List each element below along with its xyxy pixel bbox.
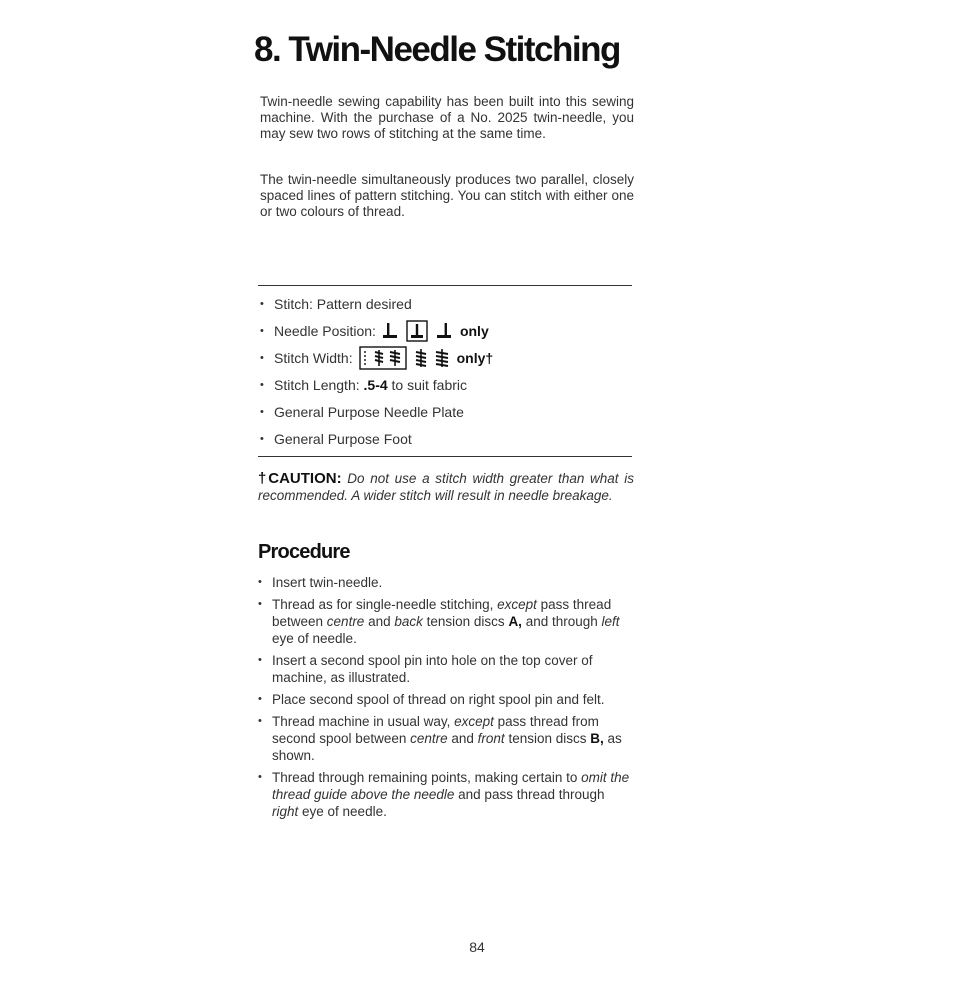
step-text-run: Place second spool of thread on right spool pin and felt. <box>272 692 605 707</box>
spec-stitch-text: Stitch: Pattern desired <box>274 295 412 312</box>
bottom-divider <box>258 456 632 457</box>
step-text-run: eye of needle. <box>298 804 387 819</box>
procedure-step-text <box>272 691 634 708</box>
page-title: 8. Twin-Needle Stitching <box>254 30 620 69</box>
step-text-run: left <box>601 614 620 629</box>
bullet: • <box>260 324 264 337</box>
step-text-run: Thread through remaining points, making certain to <box>272 770 582 785</box>
procedure-step-text <box>272 652 634 686</box>
caution-note <box>258 470 634 504</box>
foot-text: General Purpose Foot <box>274 430 412 447</box>
procedure-step <box>258 691 634 708</box>
step-text-run: pass thread from second spool between <box>272 714 599 746</box>
procedure-step-text <box>272 713 634 764</box>
intro-paragraph-2: The twin-needle simultaneously produces two parallel, closely spaced lines of pattern stitching. You can stitch with either one or two colours of thread. <box>260 172 634 219</box>
bullet: • <box>258 771 262 783</box>
step-text-run: omit the thread guide above the needle <box>272 770 630 802</box>
spec-needle-position <box>260 317 640 344</box>
bullet: • <box>258 576 262 588</box>
needle-right-position-icon <box>436 322 452 340</box>
procedure-step-text <box>272 574 634 591</box>
step-text-run: as shown. <box>272 731 622 763</box>
needle-centre-position-icon <box>406 320 428 342</box>
step-text-run: Thread as for single-needle stitching, <box>272 597 498 612</box>
spec-needle-plate <box>260 398 640 425</box>
intro-paragraph-1: Twin-needle sewing capability has been built into this sewing machine. With the purchase of a No. 2025 twin-needle, you may sew two rows of stitching at the same time. <box>260 94 634 141</box>
needle-position-only: only <box>459 322 489 339</box>
step-text-run: Insert twin-needle. <box>272 575 383 590</box>
procedure-step <box>258 596 634 647</box>
step-text-run: centre <box>326 614 365 629</box>
step-text-run: pass thread between <box>272 597 612 629</box>
procedure-step <box>258 769 634 820</box>
step-text-run: A, <box>508 614 522 629</box>
needle-position-label: Needle Position: <box>274 322 376 339</box>
bullet: • <box>258 654 262 666</box>
step-text-run: except <box>454 714 494 729</box>
step-text-run: and pass thread through <box>454 787 605 802</box>
procedure-step <box>258 652 634 686</box>
step-text-run: centre <box>410 731 448 746</box>
bullet: • <box>258 715 262 727</box>
stitch-length-value: .5-4 <box>363 376 388 393</box>
procedure-step-text <box>272 769 634 820</box>
step-text-run: right <box>272 804 299 819</box>
step-text-run: and through <box>521 614 602 629</box>
bullet: • <box>258 693 262 705</box>
stitch-width-medium-icon <box>415 347 427 369</box>
top-divider <box>258 285 632 286</box>
stitch-width-range-icon <box>359 346 407 370</box>
caution-text: Do not use a stitch width greater than what is recommended. A wider stitch will result in needle breakage. <box>258 471 634 503</box>
step-text-run: eye of needle. <box>272 631 357 646</box>
step-text-run: front <box>477 731 505 746</box>
procedure-step <box>258 713 634 764</box>
bullet: • <box>260 351 264 364</box>
bullet: • <box>260 297 264 310</box>
needle-plate-text: General Purpose Needle Plate <box>274 403 464 420</box>
step-text-run: B, <box>590 731 604 746</box>
bullet: • <box>260 432 264 445</box>
step-text-run: Thread machine in usual way, <box>272 714 455 729</box>
step-text-run: tension discs <box>422 614 509 629</box>
step-text-run: except <box>497 597 537 612</box>
procedure-list <box>258 574 634 825</box>
stitch-width-symbols <box>359 346 449 370</box>
procedure-step <box>258 574 634 591</box>
step-text-run: back <box>394 614 423 629</box>
stitch-width-only: only† <box>456 349 494 366</box>
procedure-step-text <box>272 596 634 647</box>
spec-stitch <box>260 290 640 317</box>
stitch-length-label: Stitch Length: <box>274 376 360 393</box>
step-text-run: Insert a second spool pin into hole on the top cover of machine, as illustrated. <box>272 653 593 685</box>
page-number: 84 <box>469 939 485 955</box>
spec-foot <box>260 425 640 452</box>
needle-left-position-icon <box>382 322 398 340</box>
spec-stitch-length <box>260 371 640 398</box>
bullet: • <box>260 378 264 391</box>
step-text-run: tension discs <box>504 731 591 746</box>
spec-stitch-width <box>260 344 640 371</box>
procedure-heading: Procedure <box>258 541 350 563</box>
needle-position-symbols <box>382 320 452 342</box>
step-text-run: and <box>447 731 478 746</box>
stitch-width-wide-icon <box>435 347 449 369</box>
stitch-length-suffix: to suit fabric <box>391 376 468 393</box>
settings-list <box>260 290 640 452</box>
bullet: • <box>260 405 264 418</box>
stitch-width-label: Stitch Width: <box>274 349 353 366</box>
bullet: • <box>258 598 262 610</box>
step-text-run: and <box>364 614 395 629</box>
caution-label: †CAUTION: <box>258 470 342 487</box>
